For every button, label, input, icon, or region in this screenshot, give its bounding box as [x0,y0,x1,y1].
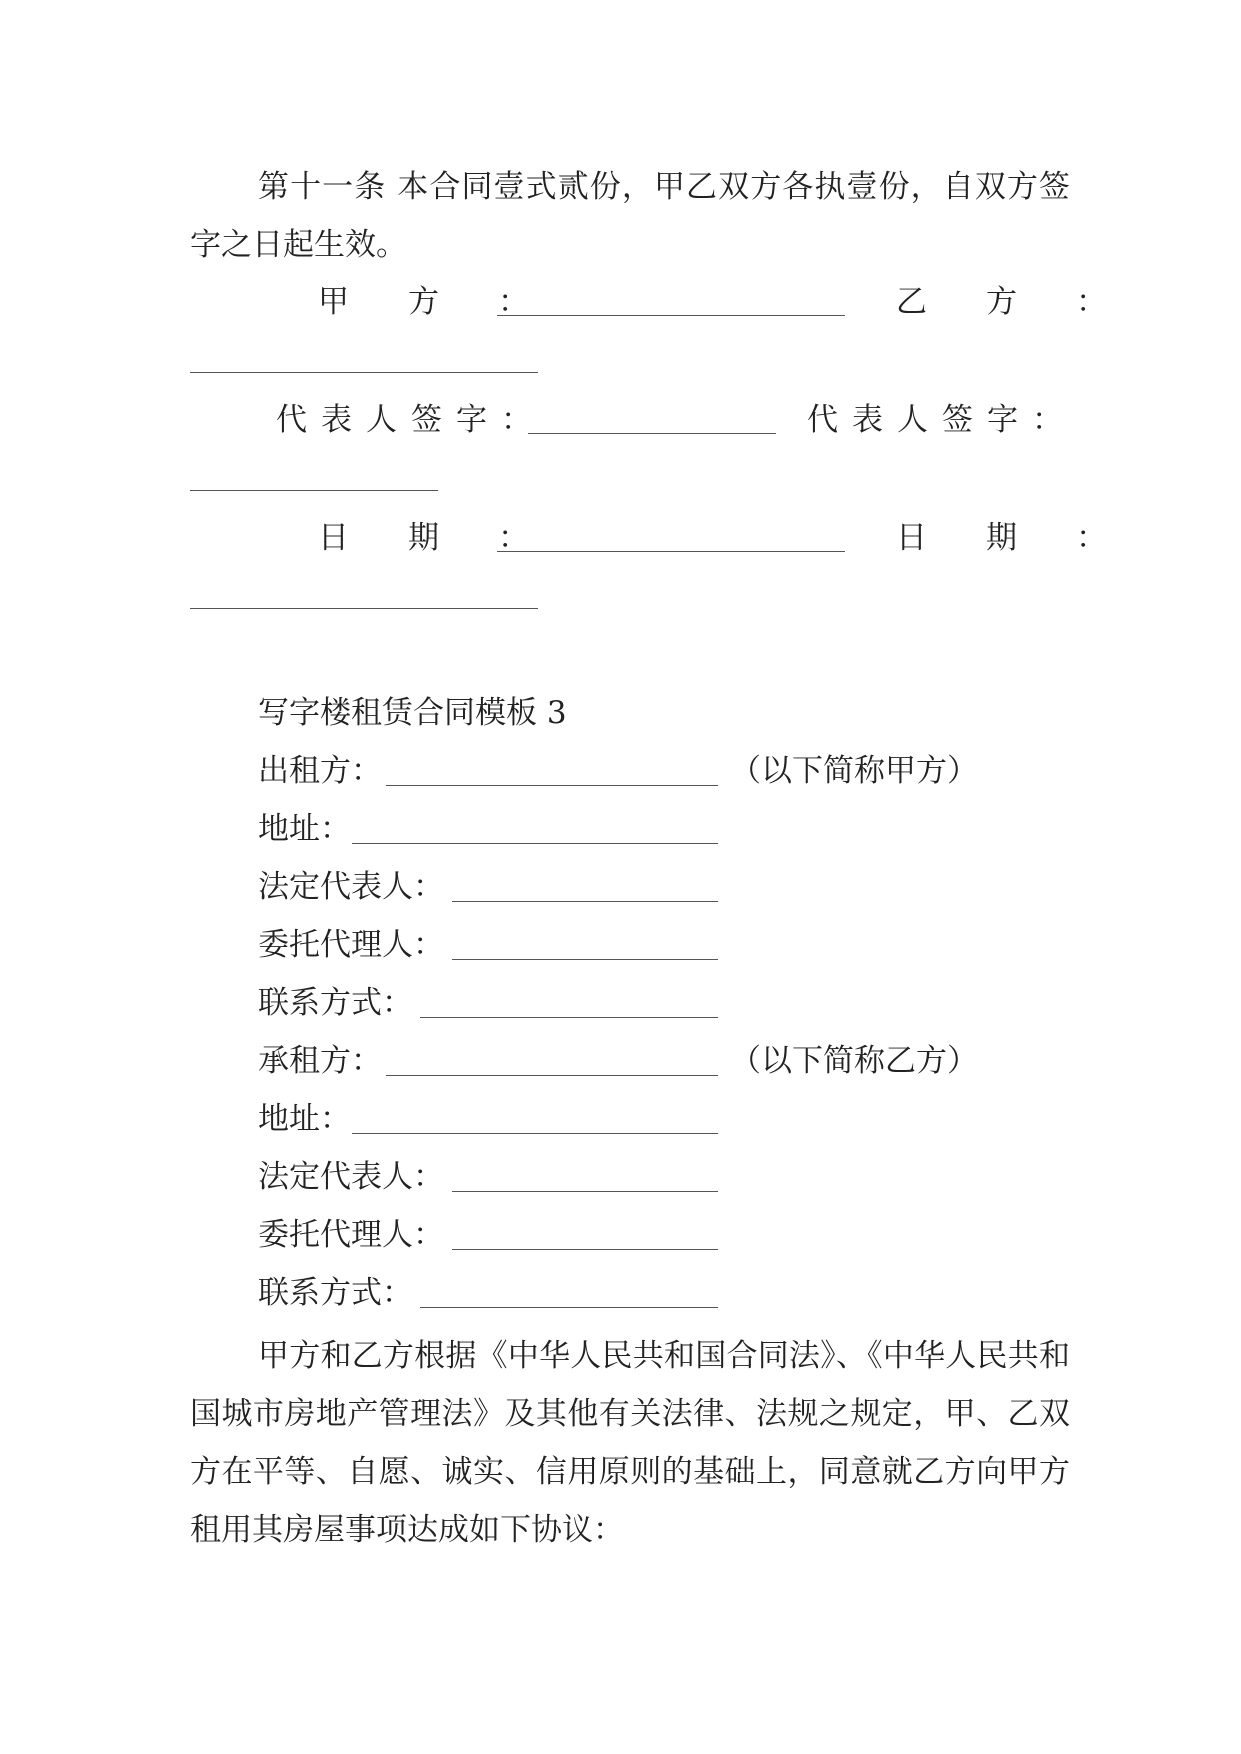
party-b-blank [190,372,538,373]
party-a-label: 甲 方 ： [318,284,543,320]
lessee-legal-rep-label: 法定代表人： [258,1159,444,1195]
template-title: 写字楼租赁合同模板 3 [258,695,567,731]
date-a-label: 日 期 ： [318,520,543,556]
lessor-agent-blank [452,959,718,960]
rep-b-label: 代表人签字： [807,402,1077,438]
date-b-label: 日 期 ： [896,520,1121,556]
party-a-blank [497,315,845,316]
lessee-blank [386,1075,718,1076]
lessor-agent-label: 委托代理人： [258,927,444,963]
intro-paragraph: 甲方和乙方根据《中华人民共和国合同法》、《中华人民共和国城市房地产管理法》及其他有关法律、法规之规定，甲、乙双方在平等、自愿、诚实、信用原则的基础上，同意就乙方向甲方租用其房屋事项达成如下协议： [190,1338,1070,1548]
lessee-address-label: 地址： [258,1101,351,1137]
lessor-address-label: 地址： [258,811,351,847]
clause-eleven: 第十一条 本合同壹式贰份，甲乙双方各执壹份，自双方签字之日起生效。 [190,169,1070,263]
lessee-legal-rep-blank [452,1191,718,1192]
lessor-legal-rep-label: 法定代表人： [258,869,444,905]
lessee-agent-label: 委托代理人： [258,1217,444,1253]
lessor-suffix: （以下简称甲方） [730,753,978,789]
rep-b-blank [190,490,438,491]
lessor-label: 出租方： [258,753,382,789]
rep-a-label: 代表人签字： [276,402,546,438]
rep-a-blank [528,433,776,434]
lessee-contact-label: 联系方式： [258,1275,413,1311]
lessor-blank [386,785,718,786]
date-a-blank [497,551,845,552]
lessee-label: 承租方： [258,1043,382,1079]
lessee-agent-blank [452,1249,718,1250]
lessee-address-blank [352,1133,718,1134]
lessor-contact-blank [420,1017,718,1018]
lessee-contact-blank [420,1307,718,1308]
date-b-blank [190,608,538,609]
party-b-label: 乙 方 ： [896,284,1121,320]
lessor-legal-rep-blank [452,901,718,902]
lessor-contact-label: 联系方式： [258,985,413,1021]
lessee-suffix: （以下简称乙方） [730,1043,978,1079]
lessor-address-blank [352,843,718,844]
